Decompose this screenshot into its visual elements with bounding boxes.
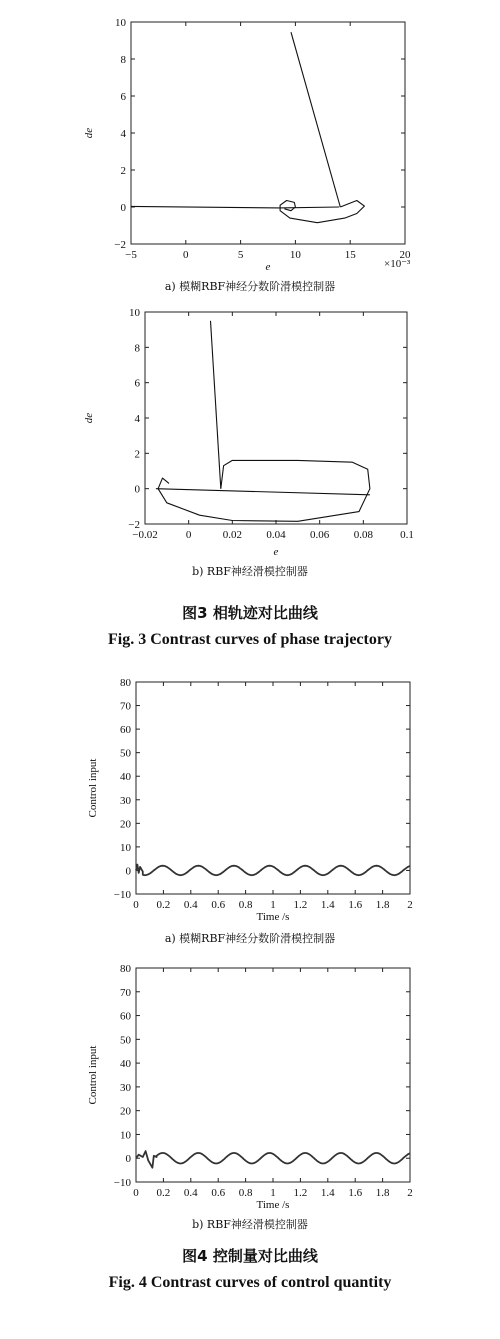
y-tick-label: −2 [128, 519, 140, 531]
x-tick-label: 1.6 [348, 899, 363, 911]
x-tick-label: 1.6 [348, 1187, 363, 1199]
y-tick-label: 30 [120, 794, 131, 807]
x-tick-label: 1.2 [293, 1187, 308, 1199]
x-tick-label: 0 [183, 249, 189, 261]
subcaption: a) 模糊RBF神经分数阶滑模控制器 [164, 280, 336, 293]
trajectory-line-2 [158, 460, 370, 521]
y-tick-label: 10 [129, 307, 140, 319]
y-tick-label: 8 [134, 342, 140, 355]
x-tick-label: 1.8 [375, 1187, 390, 1199]
y-tick-label: 20 [120, 1105, 131, 1118]
trajectory-line-0 [156, 489, 370, 495]
x-axis-label: e [273, 546, 279, 558]
y-axis-label: Control input [87, 758, 99, 818]
chart-fig3a [0, 0, 500, 305]
y-tick-label: 40 [120, 1058, 131, 1071]
x-tick-label: 1.2 [293, 899, 308, 911]
x-tick-label: 0.8 [238, 899, 253, 911]
plot-frame [136, 968, 410, 1182]
fig3-caption-en: Fig. 3 Contrast curves of phase trajectory [108, 631, 392, 648]
control-input-line [136, 865, 410, 876]
y-tick-label: 4 [134, 413, 140, 425]
x-tick-label: 1.8 [375, 899, 390, 911]
y-tick-label: 0 [134, 483, 140, 496]
x-tick-label: 2 [407, 1187, 413, 1199]
x-tick-label: 1 [270, 1187, 276, 1199]
y-tick-label: 8 [120, 54, 126, 66]
x-tick-label: 15 [344, 249, 356, 261]
x-tick-label: 0.4 [183, 1187, 198, 1199]
x-tick-label: 0.1 [400, 529, 414, 541]
x-tick-label: 0 [133, 1187, 139, 1199]
x-tick-label: 0 [133, 899, 139, 911]
y-tick-label: 50 [120, 747, 131, 760]
plot-frame [131, 22, 405, 244]
x-tick-label: 0.2 [156, 1187, 171, 1199]
x-tick-label: 0.6 [211, 899, 226, 911]
x-tick-label: 0.2 [156, 899, 171, 911]
y-tick-label: 10 [115, 17, 126, 29]
x-tick-label: 1 [270, 899, 276, 911]
fig4-caption-cn: 图4 控制量对比曲线 [182, 1247, 318, 1265]
y-tick-label: 6 [134, 377, 140, 390]
y-tick-label: 0 [120, 202, 126, 214]
trajectory-line-1 [291, 32, 340, 207]
x-tick-label: 2 [407, 899, 413, 911]
y-tick-label: 60 [120, 724, 131, 737]
x-tick-label: 1.4 [320, 899, 335, 911]
y-tick-label: 4 [120, 128, 126, 140]
y-tick-label: 0 [125, 1153, 131, 1166]
y-tick-label: 10 [120, 1129, 131, 1142]
y-tick-label: 60 [120, 1010, 131, 1023]
trajectory-line-0 [131, 206, 339, 208]
x-tick-label: 0.02 [222, 529, 242, 541]
x-tick-label: 0.04 [266, 529, 286, 541]
plot-frame [136, 682, 410, 894]
y-tick-label: 70 [120, 986, 131, 999]
y-tick-label: 30 [120, 1081, 131, 1094]
y-tick-label: 80 [120, 677, 131, 689]
subcaption: a) 模糊RBF神经分数阶滑模控制器 [164, 932, 336, 945]
y-tick-label: 50 [120, 1034, 131, 1047]
x-tick-label: 20 [399, 249, 411, 261]
y-axis-label: de [83, 127, 95, 139]
x-tick-label: 0 [185, 529, 192, 541]
y-axis-label: Control input [87, 1045, 99, 1105]
trajectory-line-1 [211, 321, 221, 489]
y-tick-label: −10 [113, 889, 131, 901]
y-axis-label: de [83, 412, 95, 424]
x-tick-label: 10 [289, 249, 301, 261]
x-axis-label: Time /s [256, 911, 290, 923]
x-tick-label: −5 [125, 249, 137, 261]
y-tick-label: −10 [113, 1177, 131, 1189]
y-tick-label: 40 [120, 771, 131, 784]
control-input-line [136, 1151, 410, 1168]
y-tick-label: 2 [120, 165, 126, 177]
chart-fig4b [0, 956, 500, 1236]
subcaption: b) RBF神经滑模控制器 [192, 1218, 308, 1231]
x-tick-label: 0.08 [353, 529, 373, 541]
trajectory-line-2 [280, 201, 364, 223]
y-tick-label: 70 [120, 700, 131, 713]
x-axis-label: e [265, 261, 271, 273]
y-tick-label: 80 [120, 963, 131, 975]
y-tick-label: 6 [120, 91, 126, 103]
x-tick-label: 0.6 [211, 1187, 226, 1199]
x-axis-multiplier: ×10⁻³ [384, 258, 411, 270]
x-tick-label: 0.06 [310, 529, 330, 541]
y-tick-label: 0 [125, 865, 131, 878]
chart-fig4a [0, 668, 500, 958]
chart-fig3b [0, 300, 500, 590]
subcaption: b) RBF神经滑模控制器 [192, 565, 308, 578]
x-axis-label: Time /s [256, 1199, 290, 1211]
y-tick-label: −2 [114, 239, 126, 251]
x-tick-label: −0.02 [132, 529, 158, 541]
y-tick-label: 10 [120, 841, 131, 854]
y-tick-label: 2 [134, 448, 140, 461]
x-tick-label: 0.4 [183, 899, 198, 911]
fig3-caption-cn: 图3 相轨迹对比曲线 [182, 604, 318, 622]
x-tick-label: 1.4 [320, 1187, 335, 1199]
fig4-caption-en: Fig. 4 Contrast curves of control quantity [108, 1274, 392, 1291]
y-tick-label: 20 [120, 818, 131, 831]
x-tick-label: 0.8 [238, 1187, 253, 1199]
x-tick-label: 5 [237, 249, 244, 261]
